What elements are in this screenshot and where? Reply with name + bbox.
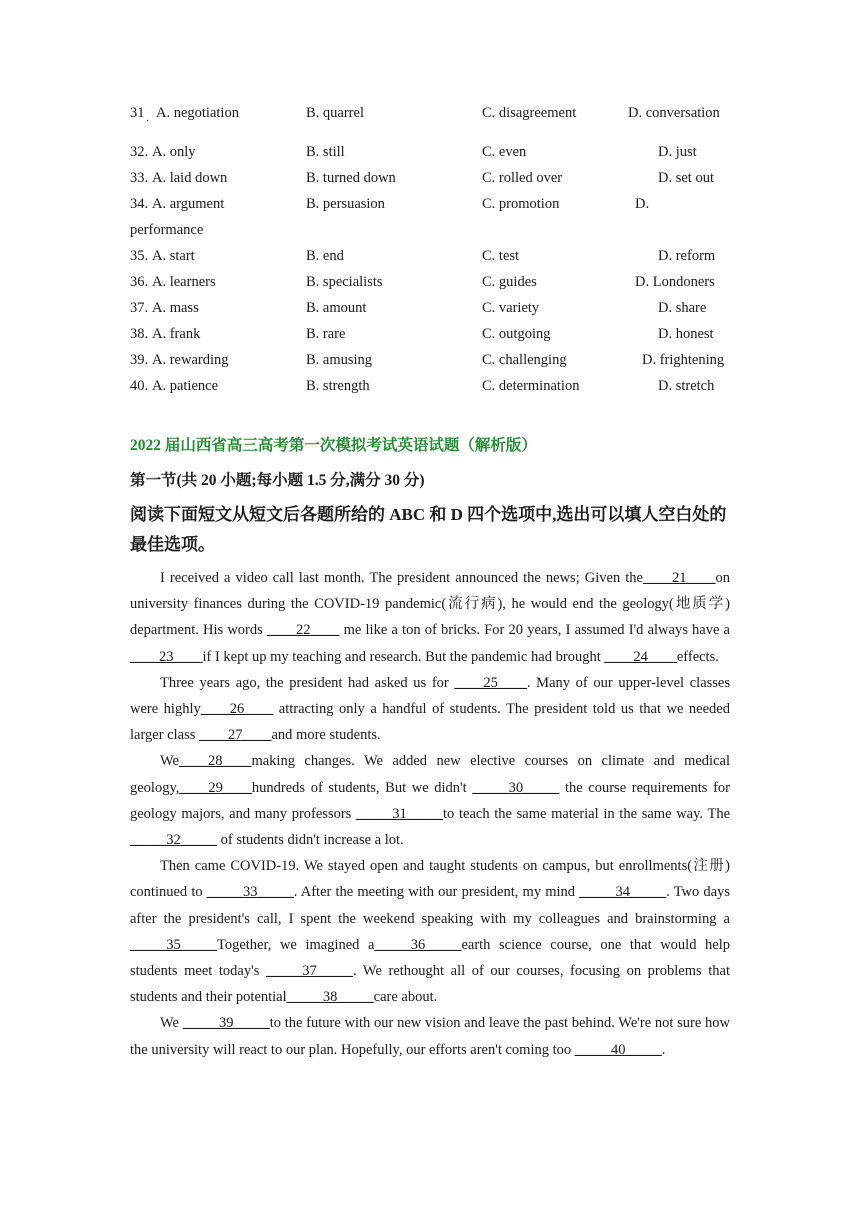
option-c: C. guides: [482, 274, 537, 290]
blank-22: ____22____: [266, 622, 340, 639]
option-b: B. amusing: [306, 352, 373, 368]
option-row-34: [130, 191, 740, 217]
option-b: B. amount: [306, 300, 367, 316]
question-number: 34.: [130, 196, 149, 212]
option-row-31: [130, 100, 740, 126]
blank-26: ____26____: [200, 701, 274, 718]
option-a: A. start: [152, 248, 195, 264]
option-d: D. frightening: [642, 352, 725, 368]
paragraph-3: We____28____making changes. We added new elective courses on climate and medical geology,____29____hundreds of students, But we didn't _____30_____ the course requirements for geology majors, and many professors _____31_____to teach the same material in the same way. The _____32_____ of students didn't increase a lot.: [130, 753, 731, 849]
option-d: D. just: [658, 144, 697, 160]
option-d: D. stretch: [658, 378, 715, 394]
paragraph-1: I received a video call last month. The president announced the news; Given the____21____on university finances during the COVID-19 pandemic(流行病), he would end the geology(地质学) department. His words ____22____ me like a ton of bricks. For 20 years, I assumed I'd always have a ____23____if I kept up my teaching and research. But the pandemic had brought ____24____effects.: [130, 570, 730, 665]
option-a: A. only: [152, 144, 196, 160]
option-c: C. outgoing: [482, 326, 551, 342]
exam-title: 2022 届山西省高三高考第一次模拟考试英语试题（解析版）: [130, 437, 537, 454]
blank-32: _____32_____: [130, 832, 217, 849]
option-b: B. persuasion: [306, 196, 385, 212]
option-c: C. challenging: [482, 352, 567, 368]
question-number: 40.: [130, 378, 149, 394]
option-row-35: [130, 243, 740, 269]
option-b: B. strength: [306, 378, 370, 394]
option-row-32: [130, 139, 740, 165]
option-d: D. honest: [658, 326, 714, 342]
option-d: D. conversation: [628, 105, 720, 121]
question-number: 39.: [130, 352, 149, 368]
option-d: D. share: [658, 300, 707, 316]
paragraph-4: Then came COVID-19. We stayed open and taught students on campus, but enrollments(注册) continued to _____33_____. After the meeting with our president, my mind _____34_____. Two days after the president's call, I spent the weekend speaking with my colleagues and brainstorming a _____35_____Together, we imagined a_____36_____earth science course, one that would help students meet today's _____37_____. We rethought all of our courses, focusing on problems that students and their potential_____38_____care about.: [130, 858, 730, 1006]
paragraph-2: Three years ago, the president had asked us for ____25____. Many of our upper-level classes were highly____26____ attracting only a handful of students. The president told us that we needed larger class ____27____and more students.: [130, 674, 730, 744]
option-b: B. turned down: [306, 170, 396, 186]
option-a: A. patience: [152, 378, 219, 394]
question-number: 37.: [130, 300, 149, 316]
paragraph-5: We _____39_____to the future with our new vision and leave the past behind. We're not sure how the university will react to our plan. Hopefully, our efforts aren't coming too _____40_____.: [130, 1015, 730, 1058]
option-b: B. specialists: [306, 274, 383, 290]
blank-29: ____29____: [179, 779, 252, 796]
blank-37: _____37_____: [265, 963, 353, 980]
blank-38: _____38_____: [286, 989, 374, 1006]
question-number: 35.: [130, 248, 149, 264]
question-number: 38.: [130, 326, 149, 342]
section-heading: 第一节(共 20 小题;每小题 1.5 分,满分 30 分): [130, 472, 425, 489]
blank-35: _____35_____: [130, 936, 217, 953]
blank-31: _____31_____: [356, 805, 444, 822]
option-b: B. rare: [306, 326, 346, 342]
blank-33: _____33_____: [206, 884, 294, 901]
option-a: A. rewarding: [152, 352, 229, 368]
question-number: 32.: [130, 144, 149, 160]
blank-24: ____24____: [604, 648, 677, 665]
question-31-dot: ·: [146, 116, 150, 127]
option-a: A. mass: [152, 300, 199, 316]
option-a: A. laid down: [152, 170, 228, 186]
blank-30: _____30_____: [472, 779, 560, 796]
option-c: C. test: [482, 248, 520, 264]
option-c: C. variety: [482, 300, 540, 316]
option-d: D. set out: [658, 170, 714, 186]
option-a: A. argument: [152, 196, 225, 212]
blank-28: ____28____: [178, 753, 252, 770]
option-row-40: [130, 373, 740, 399]
option-c: C. promotion: [482, 196, 560, 212]
option-c: C. even: [482, 144, 527, 160]
question-number: 33.: [130, 170, 149, 186]
option-b: B. still: [306, 144, 345, 160]
question-number: 36.: [130, 274, 149, 290]
option-d: D.: [635, 196, 650, 212]
option-row-36: [130, 269, 740, 295]
blank-21: ____21____: [643, 570, 716, 586]
cloze-passage: [130, 565, 730, 1063]
blank-34: _____34_____: [579, 884, 667, 901]
option-b: B. quarrel: [306, 105, 364, 121]
blank-40: _____40_____: [574, 1041, 662, 1058]
option-row-39: [130, 347, 740, 373]
option-c: C. determination: [482, 378, 580, 394]
option-d: D. Londoners: [635, 274, 715, 290]
option-b: B. end: [306, 248, 344, 264]
option-row-33: [130, 165, 740, 191]
option-d-continuation: performance: [130, 222, 204, 238]
option-c: C. disagreement: [482, 105, 577, 121]
option-row-38: [130, 321, 740, 347]
option-c: C. rolled over: [482, 170, 563, 186]
blank-27: ____27____: [198, 727, 272, 744]
option-a: A. learners: [152, 274, 216, 290]
blank-25: ____25____: [454, 674, 527, 691]
blank-39: _____39_____: [182, 1015, 270, 1032]
blank-36: _____36_____: [374, 936, 462, 953]
option-a: A. negotiation: [156, 105, 239, 121]
option-d: D. reform: [658, 248, 716, 264]
option-a: A. frank: [152, 326, 201, 342]
option-row-37: [130, 295, 740, 321]
blank-23: ____23____: [130, 648, 203, 665]
instruction-text: 阅读下面短文从短文后各题所给的 ABC 和 D 四个选项中,选出可以填人空白处的最佳选项。: [130, 505, 727, 554]
question-number: 31: [130, 105, 145, 121]
